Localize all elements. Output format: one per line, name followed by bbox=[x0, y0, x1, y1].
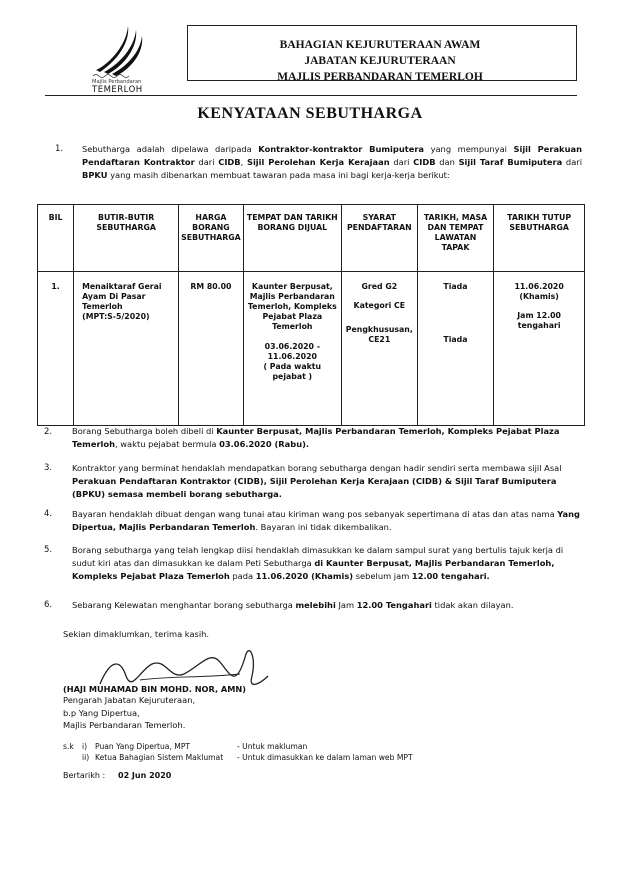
para-2: Borang Sebutharga boleh dibeli di Kaunter Berpusat, Majlis Perbandaran Temerloh, Kompleks Pejabat Plaza Temerloh, waktu pejabat bermula 03.06.2020 (Rabu). bbox=[72, 426, 560, 449]
table-row bbox=[38, 272, 585, 426]
cc-1-note: - Untuk makluman bbox=[237, 742, 308, 751]
para-1: Sebutharga adalah dipelawa daripada Kontraktor-kontraktor Bumiputera yang mempunyai Sijil Perakuan Pendaftaran Kontraktor dari CIDB, Sijil Perolehan Kerja Kerajaan dari CIDB dan Sijil Taraf Bumiputera dari BPKU yang masih dibenarkan membuat tawaran pada masa ini bagi kerja-kerja berikut: bbox=[82, 144, 583, 180]
col-syarat: SYARAT PENDAFTARAN bbox=[341, 205, 417, 272]
cell-lawatan: Tiada Tiada bbox=[417, 272, 494, 426]
signatory-name: (HAJI MUHAMAD BIN MOHD. NOR, AMN) bbox=[63, 684, 247, 694]
signatory-block bbox=[63, 694, 195, 732]
signatory-bp: b.p Yang Dipertua, bbox=[63, 707, 140, 718]
cell-harga: RM 80.00 bbox=[179, 272, 244, 426]
para-3: Kontraktor yang berminat hendaklah mendapatkan borang sebutharga dengan hadir sendiri serta membawa sijil Asal Perakuan Pendaftaran Kontraktor (CIDB), Sijil Perolehan Kerja Kerajaan (CIDB) & Sijil Taraf Bumiputera (BPKU) semasa membeli borang sebutharga. bbox=[72, 463, 562, 499]
col-harga: HARGA BORANG SEBUTHARGA bbox=[179, 205, 244, 272]
cell-bil: 1. bbox=[38, 272, 74, 426]
cell-tutup: 11.06.2020 (Khamis) Jam 12.00 tengahari bbox=[494, 272, 585, 426]
para-1-number: 1. bbox=[55, 144, 64, 154]
table-header-row bbox=[38, 205, 585, 272]
cc-1-number: i) bbox=[82, 742, 88, 751]
col-butir: BUTIR-BUTIR SEBUTHARGA bbox=[74, 205, 179, 272]
cell-tempat: Kaunter Berpusat, Majlis Perbandaran Temerloh, Kompleks Pejabat Plaza Temerloh 03.06.2020 - 11.06.2020 ( Pada waktu pejabat ) bbox=[243, 272, 341, 426]
cc-2-note: - Untuk dimasukkan ke dalam laman web MPT bbox=[237, 753, 413, 762]
para-4: Bayaran hendaklah dibuat dengan wang tunai atau kiriman wang pos sebanyak sepertimana di atas dan atas nama Yang Dipertua, Majlis Perbandaran Temerloh. Bayaran ini tidak dikembalikan. bbox=[72, 509, 580, 532]
col-tutup: TARIKH TUTUP SEBUTHARGA bbox=[494, 205, 585, 272]
header-line-1: BAHAGIAN KEJURUTERAAN AWAM bbox=[279, 39, 481, 51]
logo-name: TEMERLOH bbox=[92, 85, 143, 95]
para-2-number: 2. bbox=[44, 427, 53, 437]
para-6-number: 6. bbox=[44, 600, 53, 610]
para-6: Sebarang Kelewatan menghantar borang sebutharga melebihi Jam 12.00 Tengahari tidak akan dilayan. bbox=[72, 600, 514, 610]
cc-label: s.k bbox=[63, 742, 74, 751]
page-title: KENYATAAN SEBUTHARGA bbox=[197, 105, 423, 122]
para-4-number: 4. bbox=[44, 509, 53, 519]
quotation-table bbox=[37, 204, 585, 426]
col-lawatan: TARIKH, MASA DAN TEMPAT LAWATAN TAPAK bbox=[417, 205, 494, 272]
para-5-number: 5. bbox=[44, 545, 53, 555]
department-header bbox=[190, 37, 570, 85]
date-value: 02 Jun 2020 bbox=[118, 771, 172, 780]
date-label: Bertarikh : bbox=[63, 771, 106, 780]
header-divider bbox=[45, 95, 577, 96]
cc-1-recipient: Puan Yang Dipertua, MPT bbox=[95, 742, 191, 751]
closing-text: Sekian dimaklumkan, terima kasih. bbox=[63, 629, 210, 639]
header-line-2: JABATAN KEJURUTERAAN bbox=[304, 55, 456, 67]
para-3-number: 3. bbox=[44, 463, 53, 473]
cc-2-number: ii) bbox=[82, 753, 90, 762]
cell-butir: Menaiktaraf Gerai Ayam Di Pasar Temerloh (MPT:S-5/2020) bbox=[74, 272, 179, 426]
cc-2-recipient: Ketua Bahagian Sistem Maklumat bbox=[95, 753, 224, 762]
col-bil: BIL bbox=[38, 205, 74, 272]
para-5: Borang sebutharga yang telah lengkap diisi hendaklah dimasukkan ke dalam sampul surat yang bertulis tajuk kerja di sudut kiri atas dan dimasukkan ke dalam Peti Sebutharga di Kaunter Berpusat, Majlis Perbandaran Temerloh, Kompleks Pejabat Plaza Temerloh pada 11.06.2020 (Khamis) sebelum jam 12.00 tengahari. bbox=[72, 545, 564, 581]
header-line-3: MAJLIS PERBANDARAN TEMERLOH bbox=[277, 71, 483, 83]
col-tempat: TEMPAT DAN TARIKH BORANG DIJUAL bbox=[243, 205, 341, 272]
signatory-org: Majlis Perbandaran Temerloh. bbox=[63, 720, 186, 730]
cell-syarat: Gred G2 Kategori CE Pengkhususan, CE21 bbox=[341, 272, 417, 426]
logo-tagline: Majlis Perbandaran bbox=[92, 79, 142, 85]
signatory-title: Pengarah Jabatan Kejuruteraan, bbox=[63, 695, 196, 705]
